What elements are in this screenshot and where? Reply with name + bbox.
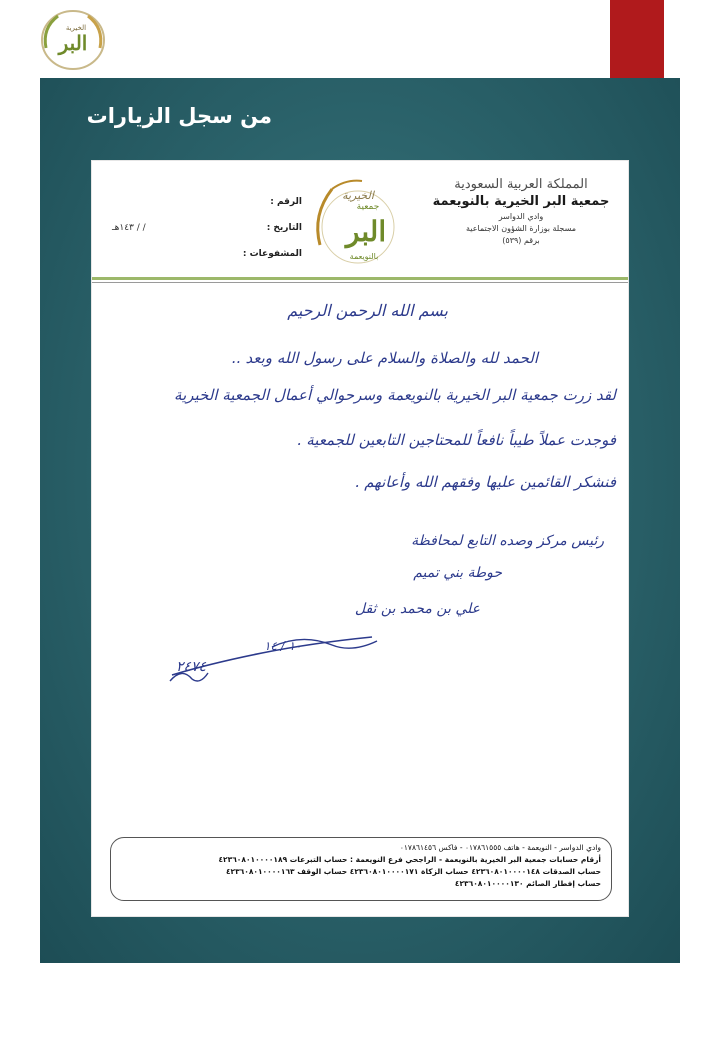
ref-field	[112, 197, 302, 207]
footer-accounts-2: حساب الصدقات ٤٢٣٦٠٨٠١٠٠٠٠١٤٨ حساب الزكاة ٤٢٣٦٠٨٠١٠٠٠٠١٧١ حساب الوقف ٤٢٣٦٠٨٠١٠٠٠٠١٦٣	[225, 867, 601, 876]
page-title: من سجل الزيارات	[86, 104, 272, 128]
letter-line-2: لقد زرت جمعية البر الخيرية بالنويعمة وسرحوالي أعمال الجمعية الخيرية	[174, 386, 616, 404]
date-value: / / ١٤٣هـ	[112, 223, 146, 233]
svg-text:الخيرية: الخيرية	[65, 24, 87, 32]
signature-date: ١٠ / ١٤	[264, 639, 302, 653]
ref-label: الرقم :	[270, 197, 302, 207]
letter-line-1: الحمد لله والصلاة والسلام على رسول الله وبعد ..	[231, 349, 538, 367]
scanned-letter	[91, 160, 629, 917]
kingdom-name: المملكة العربية السعودية	[454, 177, 588, 192]
region-name: وادي الدواسر	[498, 212, 544, 221]
date-label: التاريخ :	[266, 223, 302, 233]
letterhead-logo	[310, 175, 400, 271]
letter-line-3: فوجدت عملاً طيباً نافعاً للمحتاجين التابعين للجمعية .	[296, 431, 616, 449]
association-name: جمعية البر الخيرية بالنويعمة	[432, 194, 610, 209]
date-field	[112, 223, 302, 233]
attachments-field	[112, 249, 302, 259]
letterhead-divider-gray	[92, 282, 628, 283]
signature-number: ٢٤٧٤	[176, 659, 207, 675]
registration-text: مسجلة بوزارة الشؤون الاجتماعية	[465, 224, 576, 233]
signer-name: علي بن محمد بن ثقل	[354, 601, 480, 617]
handwritten-signature	[152, 623, 382, 693]
svg-text:بالنويعمة: بالنويعمة	[349, 252, 379, 261]
registration-number: برقم (٥٣٩)	[502, 236, 540, 245]
signer-title: رئيس مركز وصده التابع لمحافظة	[411, 533, 604, 549]
letter-basmala: بسم الله الرحمن الرحيم	[287, 301, 448, 320]
association-logo	[38, 8, 108, 72]
letterhead-right	[426, 177, 616, 245]
letterhead-divider-green	[92, 277, 628, 280]
letter-footer	[110, 837, 612, 901]
attachments-label: المشفوعات :	[242, 249, 302, 259]
letter-line-4: فنشكر القائمين عليها وفقهم الله وأعانهم .	[354, 473, 616, 491]
svg-text:جمعية: جمعية	[356, 202, 380, 212]
footer-accounts-1: أرقام حسابات جمعية البر الخيرية بالنويعمة - الراجحي فرع النويعمة : حساب التبرعات ٤٢٣٦٠٨٠١٠٠٠٠١٨٩	[218, 855, 601, 864]
svg-text:البر: البر	[58, 31, 88, 55]
svg-text:الخيرية: الخيرية	[342, 189, 374, 202]
signer-region: حوطة بني تميم	[413, 565, 502, 581]
letterhead-fields	[112, 197, 302, 275]
footer-contact: وادي الدواسر - النويعمة - هاتف ٠١٧٨٦١٥٥٥ - فاكس ٠١٧٨٦١٤٥٦	[399, 843, 601, 852]
footer-accounts-3: حساب إفطار الصائم ٤٢٣٦٠٨٠١٠٠٠٠١٣٠	[454, 879, 601, 888]
svg-text:البر: البر	[345, 215, 387, 248]
